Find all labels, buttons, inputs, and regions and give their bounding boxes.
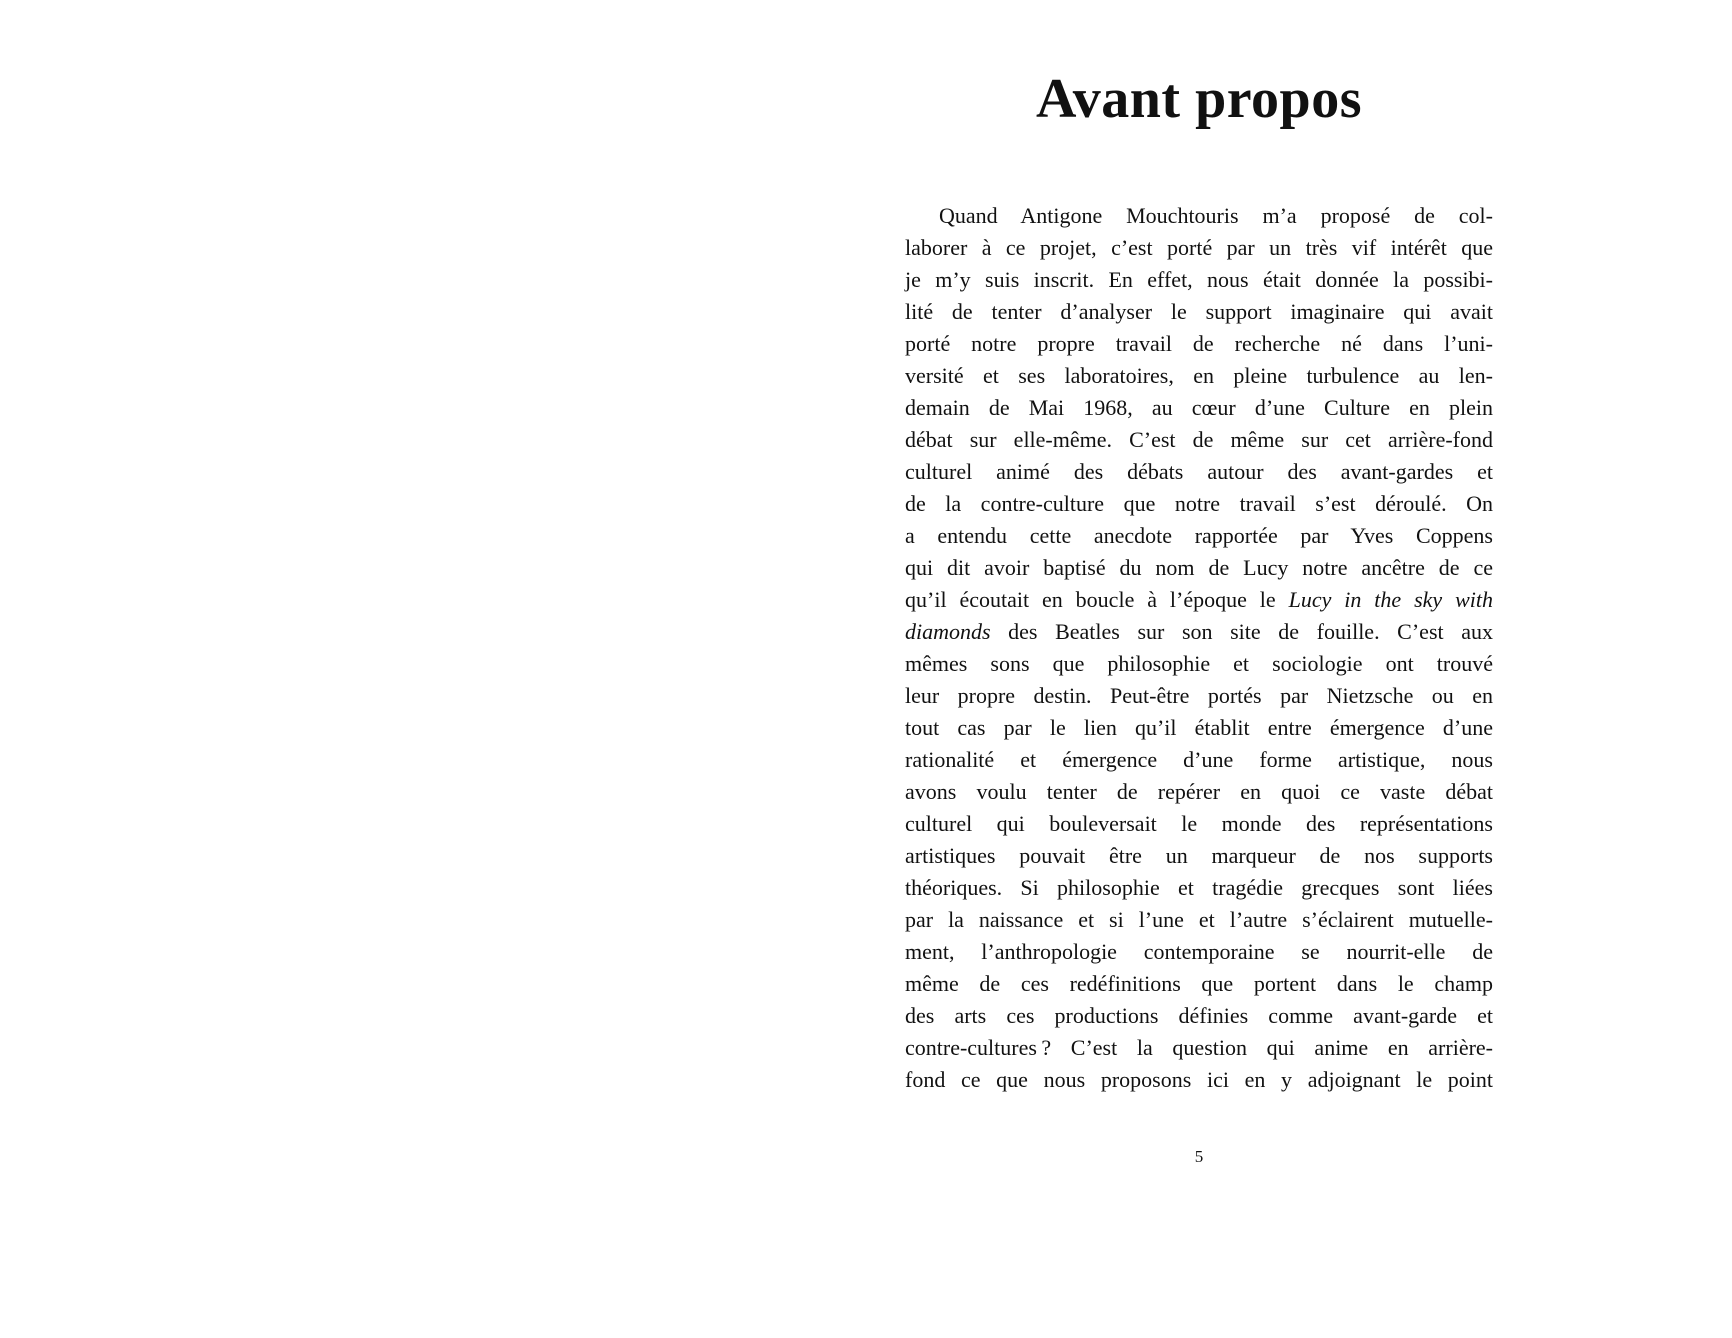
text-segment: mêmes sons que philosophie et sociologie ont trouvé: [905, 651, 1493, 676]
body-text-line: [905, 936, 1493, 968]
text-segment: a entendu cette anecdote rapportée par Yves Coppens: [905, 523, 1493, 548]
body-text-line: [905, 264, 1493, 296]
italic-text-segment: Lucy in the sky with: [1288, 587, 1493, 612]
body-text-line: [905, 360, 1493, 392]
body-text-line: [905, 392, 1493, 424]
text-column: [905, 0, 1493, 1338]
body-text-line: [905, 1032, 1493, 1064]
text-segment: tout cas par le lien qu’il établit entre émergence d’une: [905, 715, 1493, 740]
body-text-line: [905, 744, 1493, 776]
body-text-line: [905, 840, 1493, 872]
body-text-line: [905, 232, 1493, 264]
text-segment: même de ces redéfinitions que portent dans le champ: [905, 971, 1493, 996]
italic-text-segment: diamonds: [905, 619, 991, 644]
text-segment: débat sur elle-même. C’est de même sur cet arrière-fond: [905, 427, 1493, 452]
text-segment: théoriques. Si philosophie et tragédie grecques sont liées: [905, 875, 1493, 900]
body-text-line: [905, 968, 1493, 1000]
body-text-line: [905, 648, 1493, 680]
body-text-line: [905, 680, 1493, 712]
body-text-line: [905, 872, 1493, 904]
body-text-line: [905, 200, 1493, 232]
text-segment: rationalité et émergence d’une forme artistique, nous: [905, 747, 1493, 772]
text-segment: culturel qui bouleversait le monde des représentations: [905, 811, 1493, 836]
body-text-line: [905, 296, 1493, 328]
text-segment: fond ce que nous proposons ici en y adjoignant le point: [905, 1067, 1493, 1092]
body-text-line: [905, 808, 1493, 840]
text-segment: artistiques pouvait être un marqueur de nos supports: [905, 843, 1493, 868]
text-segment: contre-cultures ? C’est la question qui anime en arrière-: [905, 1035, 1493, 1060]
body-text-line: [905, 424, 1493, 456]
page-number: 5: [1194, 1147, 1204, 1166]
text-segment: demain de Mai 1968, au cœur d’une Culture en plein: [905, 395, 1493, 420]
text-segment: des arts ces productions définies comme avant-garde et: [905, 1003, 1493, 1028]
text-segment: porté notre propre travail de recherche né dans l’uni-: [905, 331, 1493, 356]
text-segment: qui dit avoir baptisé du nom de Lucy notre ancêtre de ce: [905, 555, 1493, 580]
text-segment: par la naissance et si l’une et l’autre s’éclairent mutuelle-: [905, 907, 1493, 932]
text-segment: laborer à ce projet, c’est porté par un très vif intérêt que: [905, 235, 1493, 260]
body-text-line: [905, 552, 1493, 584]
body-text-line: [905, 712, 1493, 744]
body-paragraph: [905, 200, 1493, 1096]
text-segment: leur propre destin. Peut-être portés par Nietzsche ou en: [905, 683, 1493, 708]
body-text-line: [905, 1000, 1493, 1032]
body-text-line: [905, 456, 1493, 488]
text-segment: versité et ses laboratoires, en pleine turbulence au len-: [905, 363, 1493, 388]
page-title: Avant propos: [1035, 68, 1362, 130]
text-segment: avons voulu tenter de repérer en quoi ce vaste débat: [905, 779, 1493, 804]
text-segment: de la contre-culture que notre travail s’est déroulé. On: [905, 491, 1493, 516]
text-segment: des Beatles sur son site de fouille. C’est aux: [990, 619, 1493, 644]
body-text-line: [905, 904, 1493, 936]
text-segment: culturel animé des débats autour des avant-gardes et: [905, 459, 1493, 484]
body-text-line: [905, 584, 1493, 616]
text-segment: Quand Antigone Mouchtouris m’a proposé de col-: [939, 203, 1493, 228]
body-text-line: [905, 520, 1493, 552]
text-segment: ment, l’anthropologie contemporaine se nourrit-elle de: [905, 939, 1493, 964]
text-segment: lité de tenter d’analyser le support imaginaire qui avait: [905, 299, 1493, 324]
body-text-line: [905, 1064, 1493, 1096]
text-segment: qu’il écoutait en boucle à l’époque le: [905, 587, 1289, 612]
body-text-line: [905, 776, 1493, 808]
text-segment: je m’y suis inscrit. En effet, nous était donnée la possibi-: [905, 267, 1493, 292]
body-text-line: [905, 488, 1493, 520]
body-text-line: [905, 328, 1493, 360]
body-text-line: [905, 616, 1493, 648]
